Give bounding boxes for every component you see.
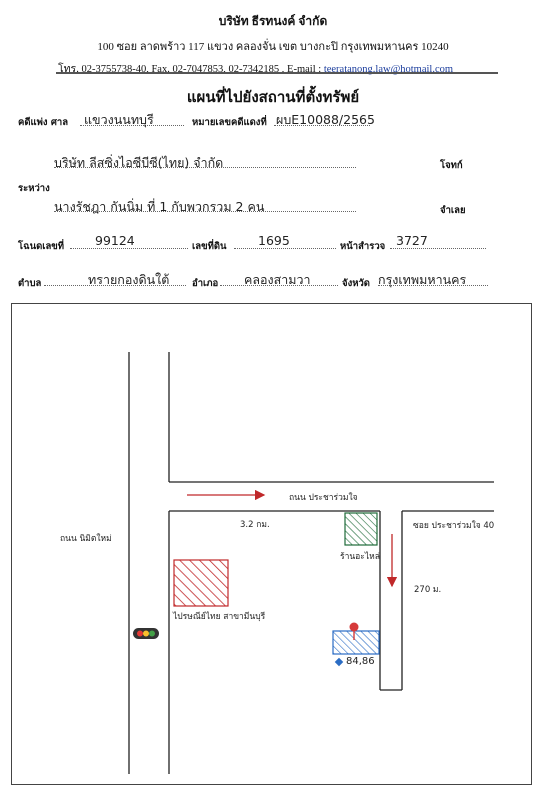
defendant-dotline	[54, 211, 356, 212]
court-value: แขวงนนทบุรี	[84, 112, 154, 127]
left-road-label: ถนน นิมิตใหม่	[60, 534, 112, 544]
deed-label: โฉนดเลขที่	[18, 241, 65, 252]
plaintiff-value: บริษัท ลีสซิ่งไอซีบีซี(ไทย) จำกัด	[54, 155, 224, 170]
post-office-block	[174, 560, 228, 606]
plaintiff-label: โจทก์	[440, 160, 463, 171]
survey-dotline	[390, 248, 486, 249]
distance-label-2: 270 ม.	[414, 585, 442, 595]
company-name: บริษัท ธีรทนงค์ จำกัด	[218, 14, 328, 28]
subdistrict-value: ทรายกองดินใต้	[88, 272, 170, 287]
property-block	[333, 631, 379, 654]
company-address: 100 ซอย ลาดพร้าว 117 แขวง คลองจั่น เขต บางกะปิ กรุงเทพมหานคร 10240	[97, 41, 449, 53]
contact-email-link[interactable]: teeratanong.law@hotmail.com	[323, 64, 454, 75]
survey-label: หน้าสำรวจ	[340, 241, 386, 252]
post-office-label: ไปรษณีย์ไทย สาขามีนบุรี	[173, 612, 266, 622]
red-case-value: ผบE10088/2565	[276, 112, 375, 127]
soi-label: ซอย ประชาร่วมใจ 40	[413, 521, 495, 531]
defendant-value: นางรัชฎา กันนิ่ม ที่ 1 กับพวกรวม 2 คน	[54, 199, 265, 214]
contact-phone-fax: โทร. 02-3755738-40, Fax. 02-7047853, 02-7342185 , E-mail :	[58, 64, 324, 75]
plaintiff-dotline	[54, 167, 356, 168]
land-no-value: 1695	[258, 233, 290, 248]
company-contact	[58, 60, 453, 77]
marker-label: 84,86	[346, 656, 375, 667]
red-case-label: หมายเลขคดีแดงที่	[192, 117, 267, 128]
land-no-dotline	[234, 248, 336, 249]
shop-block	[345, 513, 377, 545]
province-value: กรุงเทพมหานคร	[378, 272, 467, 287]
location-map	[11, 303, 532, 785]
diamond-marker-icon	[335, 658, 343, 666]
province-label: จังหวัด	[342, 278, 370, 289]
defendant-label: จำเลย	[440, 205, 466, 216]
deed-value: 99124	[95, 233, 135, 248]
header-divider	[56, 72, 498, 74]
court-label: คดีแพ่ง ศาล	[18, 117, 69, 128]
deed-dotline	[70, 248, 188, 249]
subdistrict-label: ตำบล	[18, 278, 42, 289]
district-value: คลองสามวา	[244, 272, 311, 287]
distance-label-1: 3.2 กม.	[240, 520, 270, 530]
land-no-label: เลขที่ดิน	[192, 241, 227, 252]
main-road-label: ถนน ประชาร่วมใจ	[289, 493, 358, 503]
document-title: แผนที่ไปยังสถานที่ตั้งทรัพย์	[186, 90, 360, 106]
traffic-light-icon	[133, 628, 159, 639]
district-label: อำเภอ	[192, 278, 219, 289]
between-label: ระหว่าง	[18, 183, 50, 194]
shop-label: ร้านอะไหล่	[340, 552, 380, 562]
survey-value: 3727	[396, 233, 428, 248]
